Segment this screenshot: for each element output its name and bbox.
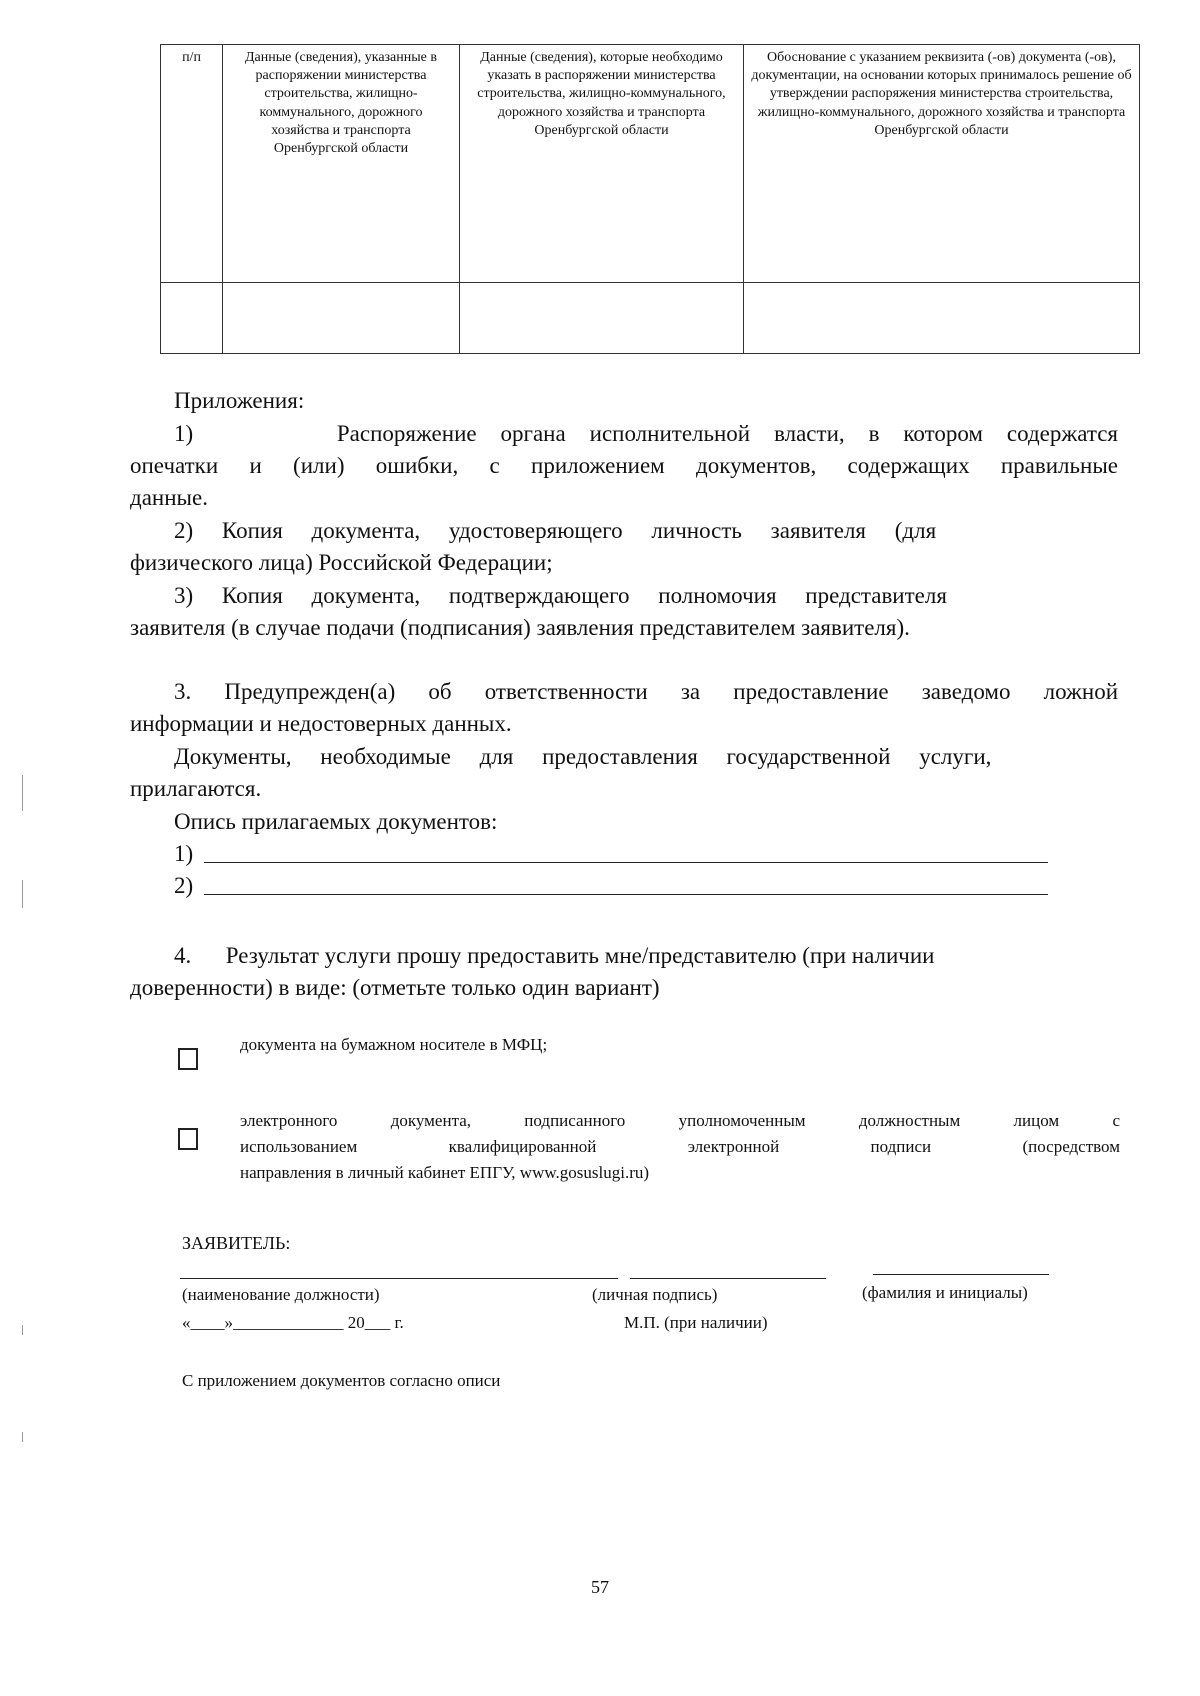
inventory-title: Опись прилагаемых документов: [174, 809, 498, 834]
attachments-title: Приложения: [174, 388, 305, 413]
inventory-item-2-line[interactable] [204, 894, 1048, 895]
position-line[interactable] [180, 1278, 618, 1279]
attachment-item-1-end: данные. [130, 485, 208, 510]
inventory-item-1-label: 1) [174, 841, 194, 866]
name-line[interactable] [873, 1274, 1049, 1275]
attachment-item-1: 1) Распоряжение органа исполнительной власти, в котором содержатся [174, 421, 1118, 446]
warning-statement: 3. Предупрежден(а) об ответственности за предоставление заведомо ложной [174, 679, 1118, 704]
date-field[interactable]: «____»_____________ 20___ г. [182, 1313, 404, 1332]
name-caption: (фамилия и инициалы) [862, 1283, 1028, 1302]
result-request-cont: доверенности) в виде: (отметьте только один вариант) [130, 975, 660, 1000]
table-header-cell: Обоснование с указанием реквизита (-ов) документа (-ов), документации, на основании которых принималось решение об утверждении распоряжения министерства строительства, жилищно-коммунального, дорожного хозяйства и транспорта Оренбургской области [744, 45, 1140, 283]
corrections-table [160, 44, 1140, 354]
inventory-item-2-label: 2) [174, 873, 194, 898]
scan-mark [22, 880, 23, 908]
stamp-note: М.П. (при наличии) [624, 1313, 768, 1332]
electronic-document-option-end: направления в личный кабинет ЕПГУ, www.gosuslugi.ru) [240, 1163, 650, 1182]
table-cell[interactable] [460, 282, 744, 353]
attachment-item-2: 2) Копия документа, удостоверяющего личность заявителя (для [174, 518, 937, 543]
inventory-item-1-line[interactable] [204, 862, 1048, 863]
table-cell[interactable] [223, 282, 460, 353]
applicant-label: ЗАЯВИТЕЛЬ: [182, 1233, 291, 1253]
table-cell[interactable] [161, 282, 223, 353]
enclosure-note: С приложением документов согласно описи [182, 1371, 501, 1390]
result-request: 4. Результат услуги прошу предоставить мне/представителю (при наличии [174, 943, 935, 968]
scan-mark [22, 1432, 23, 1442]
table-header-cell: Данные (сведения), указанные в распоряжении министерства строительства, жилищно-коммунального, дорожного хозяйства и транспорта Оренбургской области [223, 45, 460, 283]
paper-document-checkbox[interactable] [178, 1048, 198, 1070]
attachment-item-2-end: физического лица) Российской Федерации; [130, 550, 553, 575]
attachment-item-1-cont: опечатки и (или) ошибки, с приложением документов, содержащих правильные [130, 453, 1118, 478]
table-header-row [161, 45, 1140, 283]
paper-document-option: документа на бумажном носителе в МФЦ; [240, 1035, 548, 1054]
table-row [161, 282, 1140, 353]
table-header-cell: Данные (сведения), которые необходимо указать в распоряжении министерства строительства, жилищно-коммунального, дорожного хозяйства и транспорта Оренбургской области [460, 45, 744, 283]
position-caption: (наименование должности) [182, 1285, 380, 1304]
documents-statement-cont: прилагаются. [130, 776, 262, 801]
table-cell[interactable] [744, 282, 1140, 353]
electronic-document-option-cont: использованием квалифицированной электронной подписи (посредством [240, 1137, 1120, 1156]
electronic-document-checkbox[interactable] [178, 1128, 198, 1150]
attachment-item-3-end: заявителя (в случае подачи (подписания) заявления представителем заявителя). [130, 615, 910, 640]
warning-statement-cont: информации и недостоверных данных. [130, 711, 512, 736]
documents-statement: Документы, необходимые для предоставления государственной услуги, [174, 744, 992, 769]
table-header-cell: п/п [161, 45, 223, 283]
scan-mark [22, 775, 23, 811]
scan-mark [22, 1325, 23, 1335]
page-number: 57 [591, 1577, 609, 1597]
electronic-document-option: электронного документа, подписанного уполномоченным должностным лицом с [240, 1111, 1120, 1130]
signature-line[interactable] [630, 1278, 826, 1279]
signature-caption: (личная подпись) [592, 1285, 718, 1304]
attachment-item-3: 3) Копия документа, подтверждающего полномочия представителя [174, 583, 947, 608]
